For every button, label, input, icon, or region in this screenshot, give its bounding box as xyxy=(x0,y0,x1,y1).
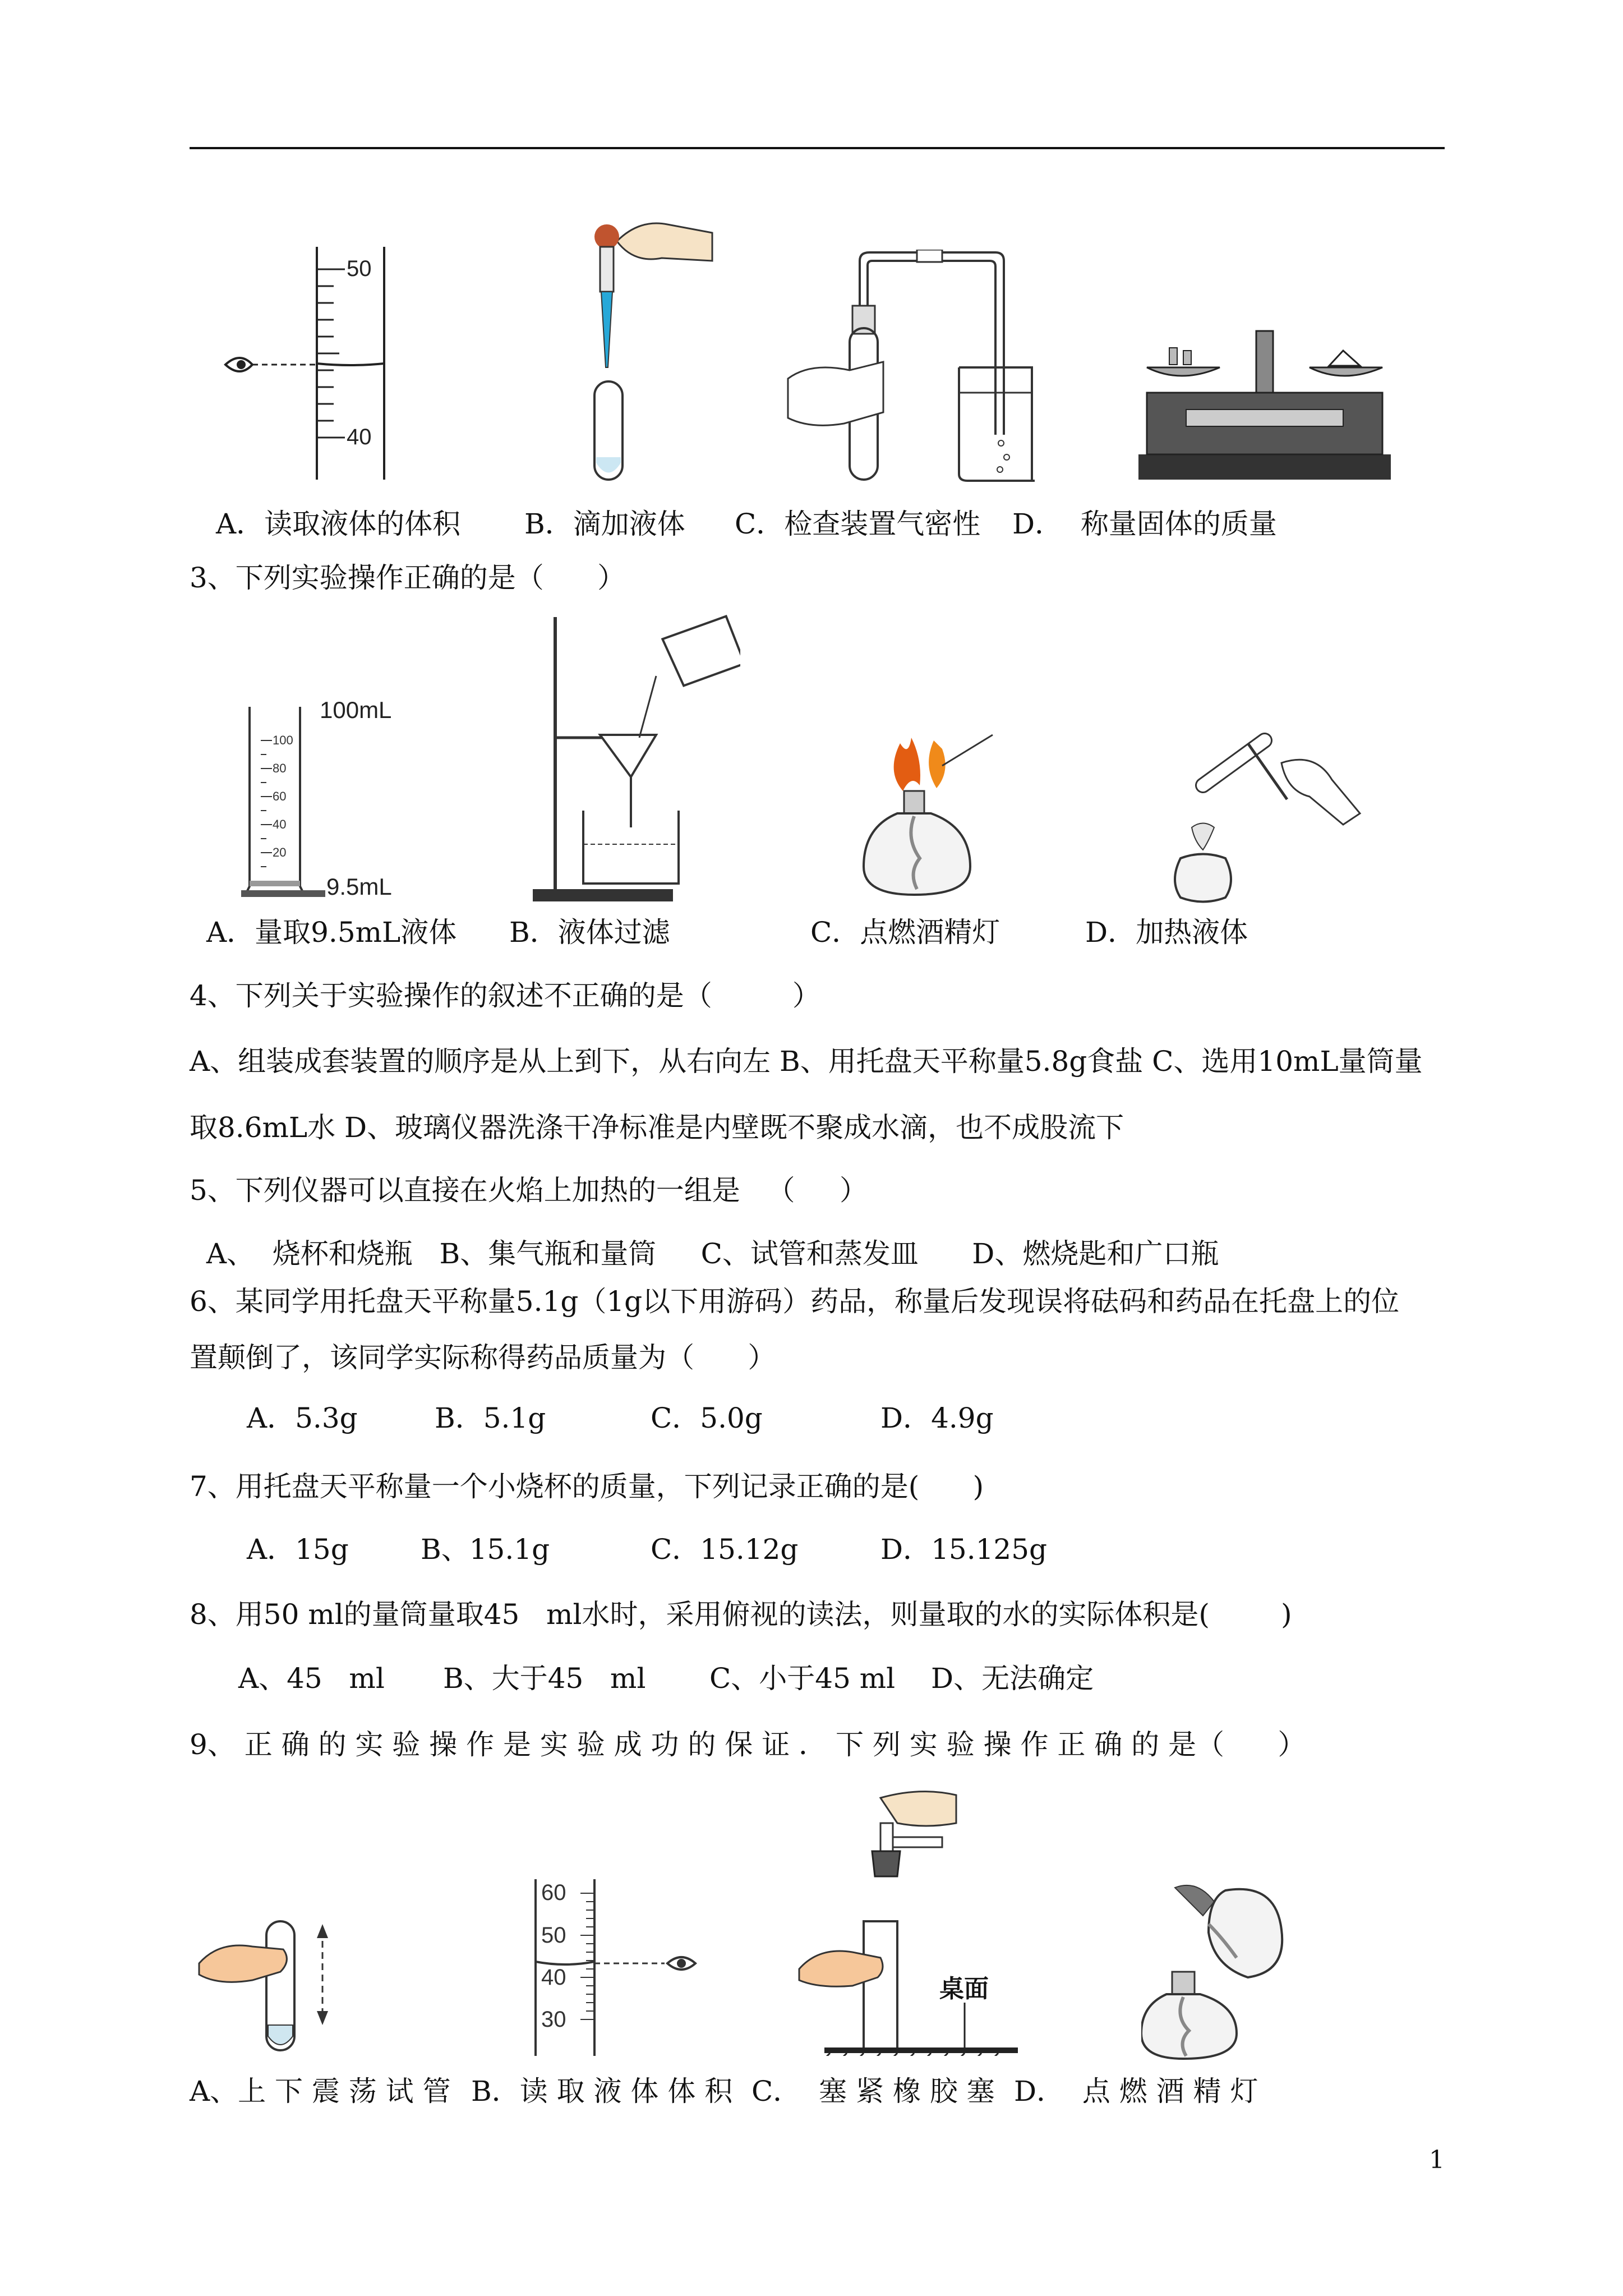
figure-q3-a-measuring-cylinder xyxy=(236,687,421,900)
q7-option-c: C．15.12g xyxy=(651,1533,799,1566)
cyl-tick-60: 60 xyxy=(273,789,287,803)
q7-option-b: B、15.1g xyxy=(421,1533,550,1566)
q2-caption-b: B．滴加液体 xyxy=(524,508,685,540)
q6-option-a: A．5.3g xyxy=(247,1402,358,1434)
q5-options: A、 烧杯和烧瓶 B、集气瓶和量筒 C、试管和蒸发皿 D、燃烧匙和广口瓶 xyxy=(197,1237,1219,1270)
cyl-tick-100: 100 xyxy=(273,733,293,747)
hand-icon xyxy=(799,1951,883,1986)
q7-option-a: A．15g xyxy=(247,1533,349,1566)
q5-stem: 5、下列仪器可以直接在火焰上加热的一组是 （ ） xyxy=(190,1174,868,1207)
q3-stem: 3、下列实验操作正确的是（ ） xyxy=(190,562,626,594)
header-rule xyxy=(190,147,1445,149)
figure-q2-c-airtightness-check xyxy=(777,250,1035,485)
cyl-tick-40: 40 xyxy=(273,817,287,831)
cyl-tick-30: 30 xyxy=(541,2007,566,2032)
figure-q9-c-insert-stopper xyxy=(796,1781,1021,2056)
q9-caption-b: B．读 取 液 体 体 积 xyxy=(471,2075,733,2108)
q7-stem: 7、用托盘天平称量一个小烧杯的质量，下列记录正确的是( ) xyxy=(190,1470,984,1503)
q4-options-line2: 取8.6mL水 D、玻璃仪器洗涤干净标准是内壁既不聚成水滴，也不成股流下 xyxy=(190,1111,1124,1144)
q8-stem: 8、用50 ml的量筒量取45 ml水时，采用俯视的读法，则量取的水的实际体积是( ) xyxy=(190,1598,1292,1631)
q6-stem-line2: 置颠倒了，该同学实际称得药品质量为（ ） xyxy=(190,1341,776,1374)
q7-option-d: D．15.125g xyxy=(880,1533,1048,1566)
q2-caption-c: C．检查装置气密性 xyxy=(735,508,981,540)
hand-icon xyxy=(199,1945,287,1982)
figure-q2-b-dropper xyxy=(583,208,718,482)
q6-option-d: D．4.9g xyxy=(880,1402,994,1434)
q4-stem: 4、下列关于实验操作的叙述不正确的是（ ） xyxy=(190,979,820,1012)
q8-option-d: D、无法确定 xyxy=(931,1662,1094,1695)
q9-caption-a: A、上 下 震 荡 试 管 xyxy=(190,2075,451,2108)
q3-caption-d: D．加热液体 xyxy=(1085,916,1248,949)
q8-option-b: B、大于45 ml xyxy=(443,1662,646,1695)
q6-option-b: B．5.1g xyxy=(435,1402,546,1434)
q6-stem-line1: 6、某同学用托盘天平称量5.1g（1g以下用游码）药品，称量后发现误将砝码和药品在托盘上的位 xyxy=(190,1285,1400,1318)
figure-q3-d-heating-liquid xyxy=(1169,729,1366,909)
cyl-amount-label: 9.5mL xyxy=(326,873,392,900)
q9-caption-d: D． 点 燃 酒 精 灯 xyxy=(1014,2075,1258,2108)
cyl-tick-40: 40 xyxy=(541,1965,566,1990)
cyl-tick-80: 80 xyxy=(273,761,287,775)
figure-q9-a-shaking-tube xyxy=(196,1918,342,2059)
desk-label: 桌面 xyxy=(939,1975,989,2003)
figure-q3-b-filtration xyxy=(527,614,740,906)
q4-options-line1: A、组装成套装置的顺序是从上到下，从右向左 B、用托盘天平称量5.8g食盐 C、选用10mL量筒量 xyxy=(190,1045,1423,1078)
q8-option-c: C、小于45 ml xyxy=(709,1662,896,1695)
page-number: 1 xyxy=(1429,2146,1445,2174)
cyl-tick-50: 50 xyxy=(541,1923,566,1948)
figure-q3-c-alcohol-lamp-lighting xyxy=(858,726,1004,900)
q3-caption-b: B．液体过滤 xyxy=(509,916,670,949)
figure-q2-d-balance xyxy=(1136,325,1394,482)
q3-caption-a: A．量取9.5mL液体 xyxy=(206,916,457,949)
figure-q9-d-lamp-to-lamp xyxy=(1141,1876,1298,2062)
eye-icon xyxy=(667,1957,695,1970)
cyl-tick-20: 20 xyxy=(273,845,287,859)
eye-icon xyxy=(225,358,252,371)
q8-option-a: A、45 ml xyxy=(238,1662,385,1695)
q9-caption-c: C． 塞 紧 橡 胶 塞 xyxy=(751,2075,995,2108)
q6-option-c: C．5.0g xyxy=(651,1402,763,1434)
cylinder-mark-40: 40 xyxy=(347,425,372,449)
q2-caption-a: A．读取液体的体积 xyxy=(216,508,461,540)
figure-q2-a-graduated-cylinder xyxy=(219,241,404,482)
q9-stem: 9、 正 确 的 实 验 操 作 是 实 验 成 功 的 保 证 ． 下 列 实 验 操 作 正 确 的 是（ ） xyxy=(190,1728,1306,1761)
hand-icon xyxy=(880,1792,956,1826)
cyl-tick-60: 60 xyxy=(541,1880,566,1905)
hand-icon xyxy=(1281,760,1360,825)
cylinder-mark-50: 50 xyxy=(347,256,372,281)
q2-caption-d: D． 称量固体的质量 xyxy=(1012,508,1277,540)
q3-caption-c: C．点燃酒精灯 xyxy=(810,916,1000,949)
hand-icon xyxy=(788,362,883,425)
figure-q9-b-read-cylinder xyxy=(530,1876,721,2062)
cyl-capacity-label: 100mL xyxy=(320,697,392,723)
